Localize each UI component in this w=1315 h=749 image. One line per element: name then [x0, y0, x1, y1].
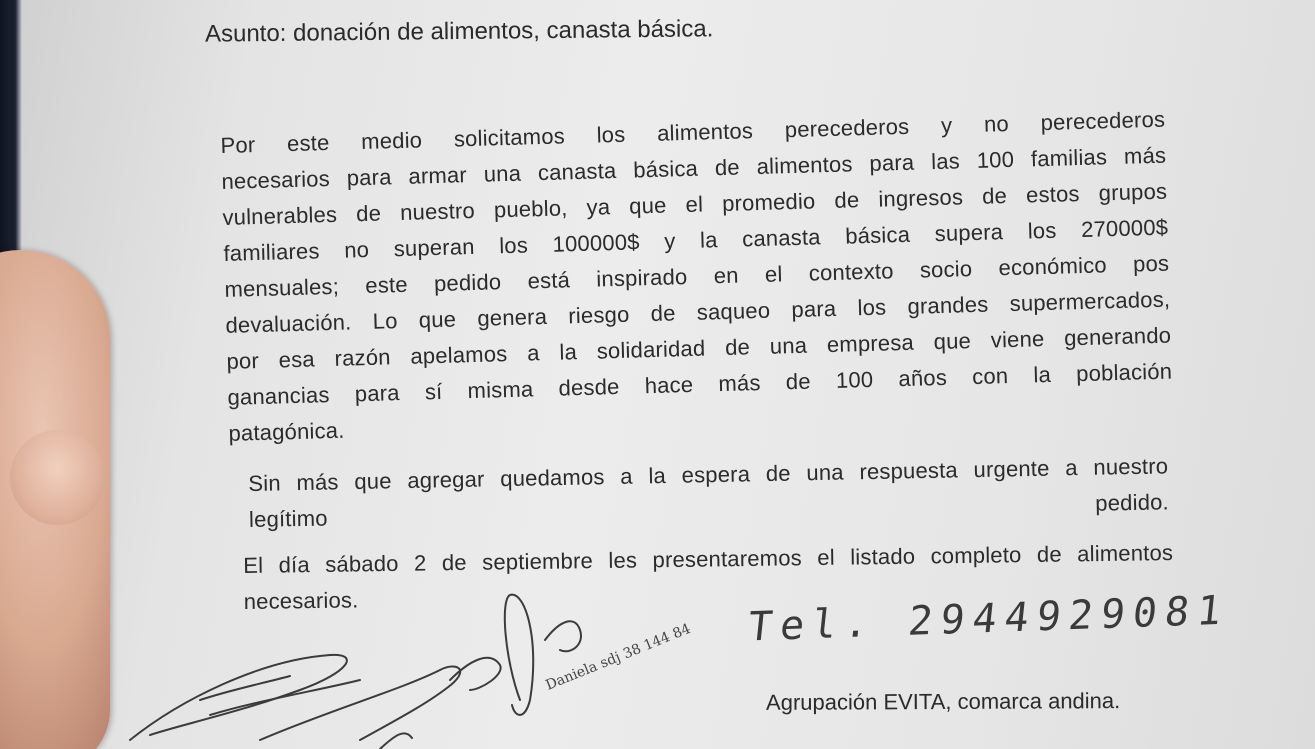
thumb-nail — [10, 430, 105, 525]
closing-line: legítimo pedido. — [248, 489, 1170, 532]
letter-body — [220, 102, 1174, 452]
body-line: ganancias para sí misma desde hace más de 100 años con la población — [227, 358, 1173, 410]
signature-organization: Agrupación EVITA, comarca andina. — [765, 688, 1121, 715]
signature-stroke — [200, 676, 360, 715]
body-line: devaluación. Lo que genera riesgo de saqueo para los grandes supermercados, — [225, 286, 1171, 338]
note-line: El día sábado 2 de septiembre les presentaremos el listado completo de alimentos — [243, 540, 1174, 578]
signature-stroke — [260, 666, 460, 740]
body-line: patagónica. — [228, 417, 345, 446]
body-line: mensuales; este pedido está inspirado en el contexto socio económico pos — [224, 250, 1170, 302]
body-line: vulnerables de nuestro pueblo, ya que el promedio de ingresos de estos grupos — [222, 178, 1168, 230]
body-line: Por este medio solicitamos los alimentos perecederos y no perecederos — [220, 106, 1166, 158]
letter-closing — [248, 448, 1169, 538]
body-line: familiares no superan los 100000$ y la canasta básica supera los 270000$ — [223, 214, 1169, 266]
note-line: necesarios. — [243, 587, 359, 614]
handwritten-phone: Tel. 2944929081 — [745, 587, 1232, 651]
signature-stroke — [380, 733, 412, 749]
signature-stroke — [130, 655, 347, 740]
signature-scribble-text: Daniela sdj 38 144 84 — [543, 620, 694, 694]
letter-subject: Asunto: donación de alimentos, canasta básica. — [204, 15, 714, 48]
signature-stroke — [450, 658, 501, 690]
body-line: necesarios para armar una canasta básica de alimentos para las 100 familias más — [221, 142, 1167, 194]
signature-stroke — [545, 621, 581, 651]
closing-line: Sin más que agregar quedamos a la espera de una respuesta urgente a nuestro — [248, 453, 1169, 496]
body-line: por esa razón apelamos a la solidaridad de una empresa que viene generando — [226, 322, 1172, 374]
